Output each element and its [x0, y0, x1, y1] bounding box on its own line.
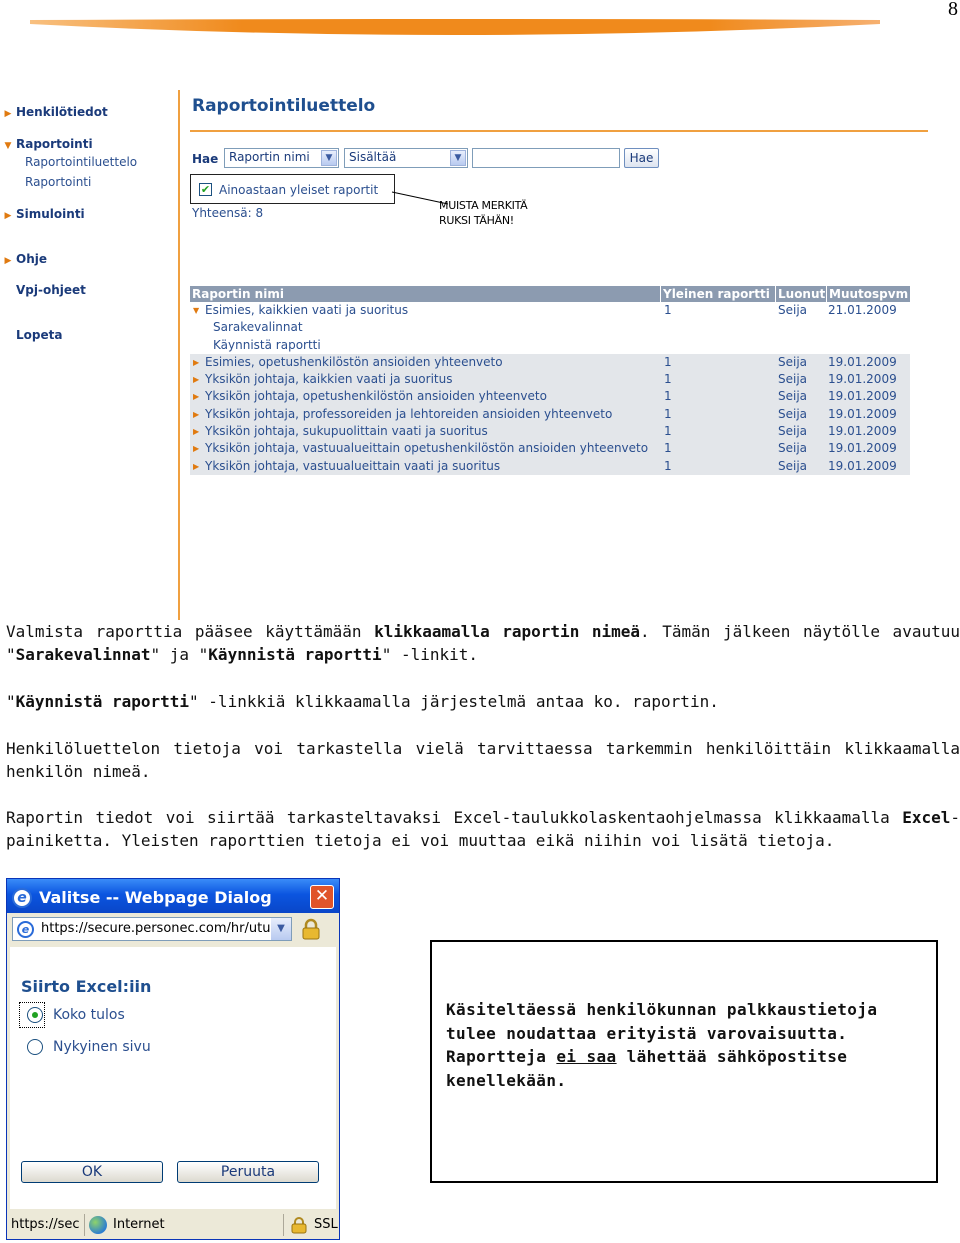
- public-cell: 1: [664, 372, 672, 387]
- text-bold: Excel: [902, 808, 951, 827]
- table-row[interactable]: [190, 440, 910, 457]
- column-header-creator[interactable]: Luonut: [778, 287, 826, 301]
- creator-cell: Seija: [778, 354, 808, 369]
- date-cell: 19.01.2009: [828, 458, 897, 473]
- dialog-titlebar[interactable]: [7, 879, 339, 913]
- triangle-down-icon: ▼: [4, 141, 12, 151]
- privacy-warning-box: [430, 940, 938, 1183]
- paragraph-open-report: [6, 620, 960, 666]
- date-cell: 19.01.2009: [828, 354, 897, 369]
- orange-header-stroke: [30, 16, 880, 44]
- text-run: -painiketta. Yleisten raporttien tietoja ei voi muuttaa eikä niihin voi lisätä tietoja.: [6, 808, 960, 850]
- status-url: https://sec: [11, 1217, 80, 1232]
- dialog-body: [10, 947, 336, 1209]
- report-name-cell[interactable]: Sarakevalinnat: [213, 320, 303, 335]
- radio-koko-tulos[interactable]: [27, 1007, 43, 1023]
- creator-cell: Seija: [778, 424, 808, 439]
- text-run: " ja ": [150, 645, 209, 664]
- creator-cell: Seija: [778, 303, 808, 317]
- internet-zone-icon: [89, 1216, 107, 1234]
- dialog-title: Valitse -- Webpage Dialog: [39, 888, 272, 907]
- internet-explorer-icon: e: [12, 888, 32, 908]
- search-field-select[interactable]: [224, 148, 339, 168]
- text-bold: klikkaamalla raportin nimeä: [374, 622, 641, 641]
- status-separator: [84, 1214, 85, 1236]
- sidebar-item-henkilotiedot[interactable]: [0, 105, 108, 119]
- public-cell: 1: [664, 303, 672, 317]
- sidebar-subitem-raportointi[interactable]: Raportointi: [25, 175, 92, 189]
- dialog-heading: Siirto Excel:iin: [21, 977, 152, 996]
- text-run: . Tämän jälkeen näytölle avautuu ": [6, 622, 960, 664]
- report-name-cell[interactable]: Esimies, kaikkien vaati ja suoritus: [205, 303, 409, 317]
- address-bar[interactable]: [12, 917, 292, 941]
- triangle-right-icon[interactable]: ▶: [193, 444, 200, 454]
- page-title: Raportointiluettelo: [192, 96, 376, 116]
- triangle-right-icon: ▶: [4, 256, 12, 266]
- report-name-cell[interactable]: Yksikön johtaja, professoreiden ja lehtoreiden ansioiden yhteenveto: [205, 406, 613, 421]
- ok-button[interactable]: OK: [21, 1161, 163, 1183]
- report-name-cell[interactable]: Yksikön johtaja, kaikkien vaati ja suoritus: [205, 372, 453, 387]
- table-row[interactable]: [190, 458, 910, 475]
- column-header-name[interactable]: Raportin nimi: [192, 287, 284, 301]
- search-button[interactable]: Hae: [624, 148, 659, 168]
- text-run: " -linkkiä klikkaamalla järjestelmä antaa ko. raportin.: [189, 692, 719, 711]
- privacy-warning-text: [446, 998, 926, 1092]
- report-name-cell[interactable]: Yksikön johtaja, vastuualueittain vaati ja suoritus: [205, 458, 501, 473]
- triangle-right-icon[interactable]: ▶: [193, 461, 200, 471]
- date-cell: 19.01.2009: [828, 372, 897, 387]
- table-subrow[interactable]: [190, 319, 910, 336]
- public-cell: 1: [664, 458, 672, 473]
- table-subrow[interactable]: [190, 337, 910, 354]
- annotation-line: RUKSI TÄHÄN!: [439, 214, 514, 227]
- report-name-cell[interactable]: Käynnistä raportti: [213, 337, 321, 352]
- radio-nykyinen-sivu[interactable]: [27, 1039, 43, 1055]
- sidebar-item-vpj-ohjeet[interactable]: Vpj-ohjeet: [16, 283, 86, 297]
- status-separator: [283, 1214, 284, 1236]
- cancel-button[interactable]: Peruuta: [177, 1161, 319, 1183]
- close-button[interactable]: [310, 885, 334, 909]
- page-number: 8: [948, 0, 958, 20]
- date-cell: 19.01.2009: [828, 441, 897, 456]
- page-icon: e: [17, 921, 34, 938]
- sidebar-item-label: Raportointi: [16, 137, 93, 151]
- text-bold: Käynnistä raportti: [208, 645, 382, 664]
- lock-icon: [300, 918, 322, 940]
- report-name-cell[interactable]: Yksikön johtaja, sukupuolittain vaati ja suoritus: [205, 424, 488, 439]
- date-cell: 19.01.2009: [828, 406, 897, 421]
- search-label: Hae: [192, 152, 219, 166]
- search-operator-select[interactable]: [344, 148, 468, 168]
- text-run: " -linkit.: [381, 645, 479, 664]
- triangle-down-icon[interactable]: ▼: [193, 306, 200, 315]
- status-bar: [7, 1211, 339, 1239]
- date-cell: 19.01.2009: [828, 389, 897, 404]
- filter-highlight-box: [190, 174, 395, 204]
- column-header-public[interactable]: Yleinen raportti: [663, 287, 770, 301]
- triangle-right-icon: ▶: [4, 211, 12, 221]
- triangle-right-icon[interactable]: ▶: [193, 392, 200, 402]
- status-ssl: SSL: [314, 1217, 338, 1232]
- chevron-down-icon: ▼: [321, 150, 337, 166]
- sidebar-item-lopeta[interactable]: Lopeta: [16, 328, 63, 342]
- sidebar-item-raportointi[interactable]: [0, 137, 93, 151]
- public-cell: 1: [664, 441, 672, 456]
- date-cell: 19.01.2009: [828, 424, 897, 439]
- text-run: lähettää sähköpostitse kenellekään.: [446, 1047, 848, 1090]
- date-cell: 21.01.2009: [828, 303, 897, 317]
- public-only-label: Ainoastaan yleiset raportit: [219, 183, 379, 197]
- text-underlined: ei saa: [556, 1047, 617, 1066]
- title-divider: [190, 130, 928, 132]
- text-run: Raportin tiedot voi siirtää tarkasteltavaksi Excel-taulukkolaskentaohjelmassa klikkaamalla: [6, 808, 903, 827]
- triangle-right-icon[interactable]: ▶: [193, 409, 200, 419]
- creator-cell: Seija: [778, 406, 808, 421]
- public-cell: 1: [664, 406, 672, 421]
- public-cell: 1: [664, 389, 672, 404]
- sidebar-item-label: Ohje: [16, 252, 47, 266]
- column-header-date[interactable]: Muutospvm: [829, 287, 909, 301]
- report-list-screenshot: [0, 86, 960, 620]
- sidebar-item-ohje[interactable]: [0, 252, 47, 266]
- report-name-cell[interactable]: Yksikön johtaja, opetushenkilöstön ansioiden yhteenveto: [205, 389, 547, 404]
- report-table: [190, 286, 910, 475]
- text-run: ": [6, 692, 16, 711]
- text-bold: Sarakevalinnat: [15, 645, 151, 664]
- result-count: Yhteensä: 8: [192, 206, 264, 220]
- table-row[interactable]: [190, 388, 910, 405]
- paragraph-excel: [6, 806, 960, 852]
- table-body: [190, 302, 910, 475]
- address-url: https://secure.personec.com/hr/utu: [41, 921, 271, 936]
- creator-cell: Seija: [778, 389, 808, 404]
- public-cell: 1: [664, 354, 672, 369]
- text-run: Käsiteltäessä henkilökunnan palkkaustietoja tulee noudattaa erityistä varovaisuutta. Raportteja: [446, 1000, 878, 1066]
- table-row[interactable]: [190, 406, 910, 423]
- table-row[interactable]: [190, 354, 910, 371]
- sidebar-item-label: Henkilötiedot: [16, 105, 108, 119]
- sidebar-divider: [178, 90, 180, 620]
- creator-cell: Seija: [778, 458, 808, 473]
- creator-cell: Seija: [778, 441, 808, 456]
- ssl-lock-icon: [290, 1216, 308, 1234]
- sidebar-item-simulointi[interactable]: [0, 207, 85, 221]
- radio-label-koko-tulos[interactable]: Koko tulos: [53, 1007, 125, 1023]
- text-run: Valmista raporttia pääsee käyttämään: [6, 622, 375, 641]
- select-value: Raportin nimi: [229, 150, 310, 164]
- triangle-right-icon[interactable]: ▶: [193, 427, 200, 437]
- close-icon: ✕: [314, 886, 330, 906]
- report-name-cell[interactable]: Esimies, opetushenkilöstön ansioiden yhteenveto: [205, 354, 503, 369]
- report-name-cell[interactable]: Yksikön johtaja, vastuualueittain opetushenkilöstön ansioiden yhteenveto: [205, 441, 649, 456]
- sidebar-item-label: Simulointi: [16, 207, 85, 221]
- excel-export-dialog: [6, 878, 340, 1240]
- table-header: [190, 286, 910, 302]
- table-row[interactable]: [190, 371, 910, 388]
- public-only-checkbox[interactable]: [199, 183, 212, 196]
- search-input[interactable]: [472, 148, 620, 168]
- paragraph-person-list: Henkilöluettelon tietoja voi tarkastella vielä tarvittaessa tarkemmin henkilöittäin klikkaamalla henkilön nimeä.: [6, 739, 960, 781]
- public-cell: 1: [664, 424, 672, 439]
- chevron-down-icon: ▼: [450, 150, 466, 166]
- text-bold: Käynnistä raportti: [15, 692, 190, 711]
- checkmark-icon: ✔: [200, 183, 211, 196]
- checkbox-annotation: [439, 198, 527, 228]
- creator-cell: Seija: [778, 372, 808, 387]
- annotation-line: MUISTA MERKITÄ: [439, 199, 528, 212]
- table-row[interactable]: [190, 302, 910, 319]
- triangle-right-icon[interactable]: ▶: [193, 375, 200, 385]
- main-panel: [190, 86, 930, 620]
- paragraph-run-report: [6, 690, 960, 713]
- sidebar-subitem-raportointiluettelo[interactable]: Raportointiluettelo: [25, 155, 138, 169]
- select-value: Sisältää: [349, 150, 397, 164]
- status-zone: Internet: [113, 1217, 165, 1232]
- triangle-right-icon[interactable]: ▶: [193, 357, 200, 367]
- chevron-down-icon[interactable]: ▼: [271, 918, 291, 940]
- sidebar: [0, 86, 178, 620]
- triangle-right-icon: ▶: [4, 109, 12, 119]
- table-row[interactable]: [190, 423, 910, 440]
- radio-label-nykyinen-sivu[interactable]: Nykyinen sivu: [53, 1039, 151, 1055]
